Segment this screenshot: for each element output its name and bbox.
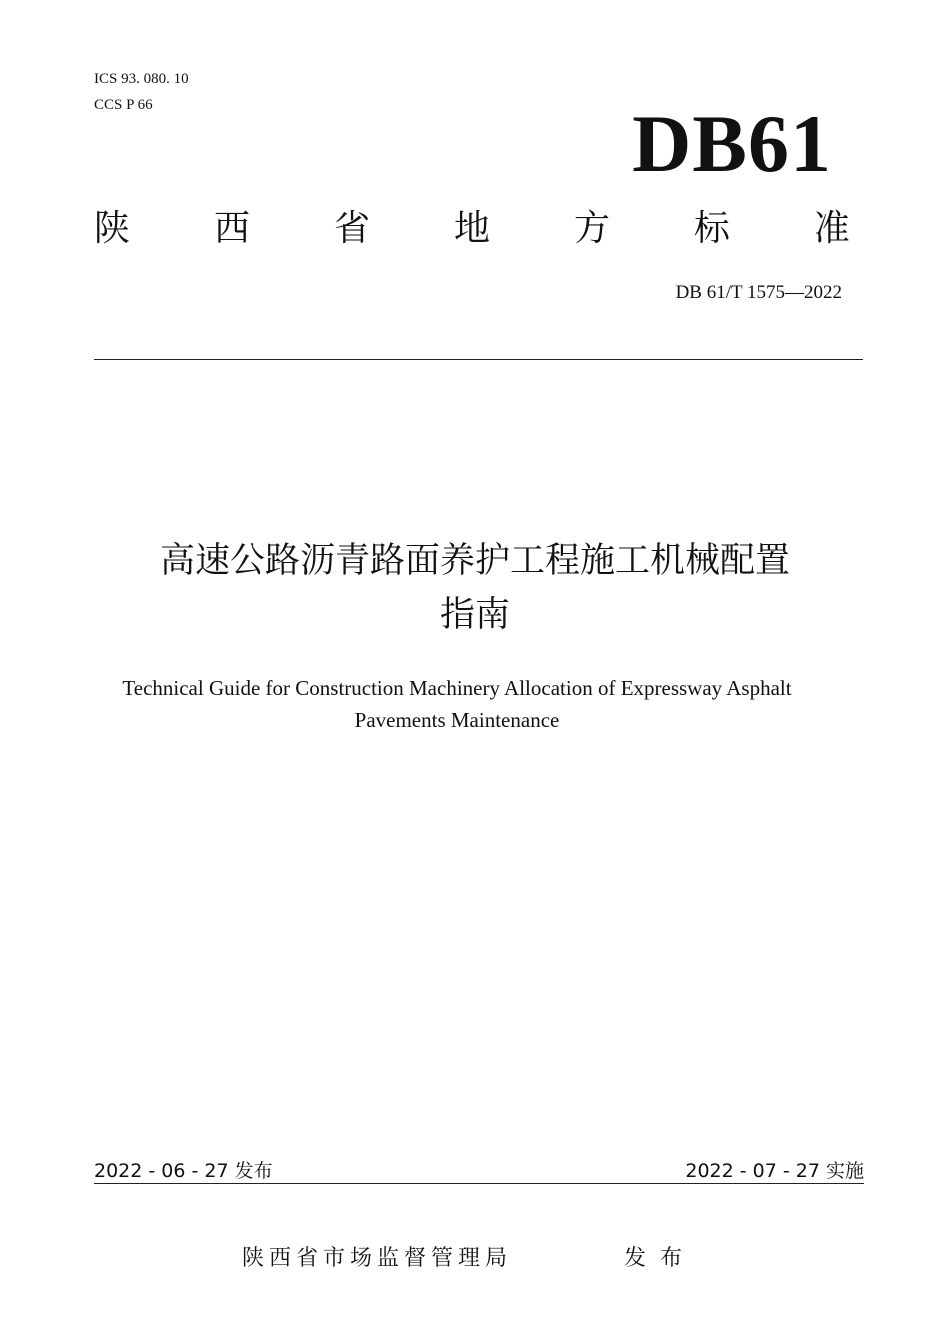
ccs-code: CCS P 66: [94, 97, 153, 113]
standard-type-char: 省: [333, 208, 370, 249]
top-divider: [94, 359, 863, 360]
standard-number: DB 61/T 1575—2022: [675, 282, 842, 303]
issuing-authority: 陕西省市场监督管理局: [242, 1246, 513, 1271]
standard-type-char: 地: [453, 208, 490, 249]
title-chinese-line2: 指南: [439, 595, 510, 635]
standard-type-char: 标: [693, 208, 730, 249]
publish-label: 发布: [624, 1246, 697, 1271]
standard-type-char: 方: [573, 208, 610, 249]
title-english-line2: Pavements Maintenance: [354, 708, 560, 732]
standard-type-heading: [94, 206, 850, 252]
standard-type-char: 西: [213, 208, 250, 249]
db-code-logo: DB61: [632, 98, 832, 189]
implementation-date: 2022 - 07 - 27 实施: [685, 1160, 864, 1182]
standard-type-char: 陕: [94, 208, 131, 249]
bottom-divider: [94, 1183, 864, 1184]
title-chinese-line1: 高速公路沥青路面养护工程施工机械配置: [159, 541, 790, 581]
issue-date: 2022 - 06 - 27 发布: [94, 1160, 273, 1182]
standard-type-char: 准: [813, 208, 850, 249]
ics-code: ICS 93. 080. 10: [94, 71, 189, 87]
title-english-line1: Technical Guide for Construction Machinery Allocation of Expressway Asphalt: [122, 676, 792, 700]
